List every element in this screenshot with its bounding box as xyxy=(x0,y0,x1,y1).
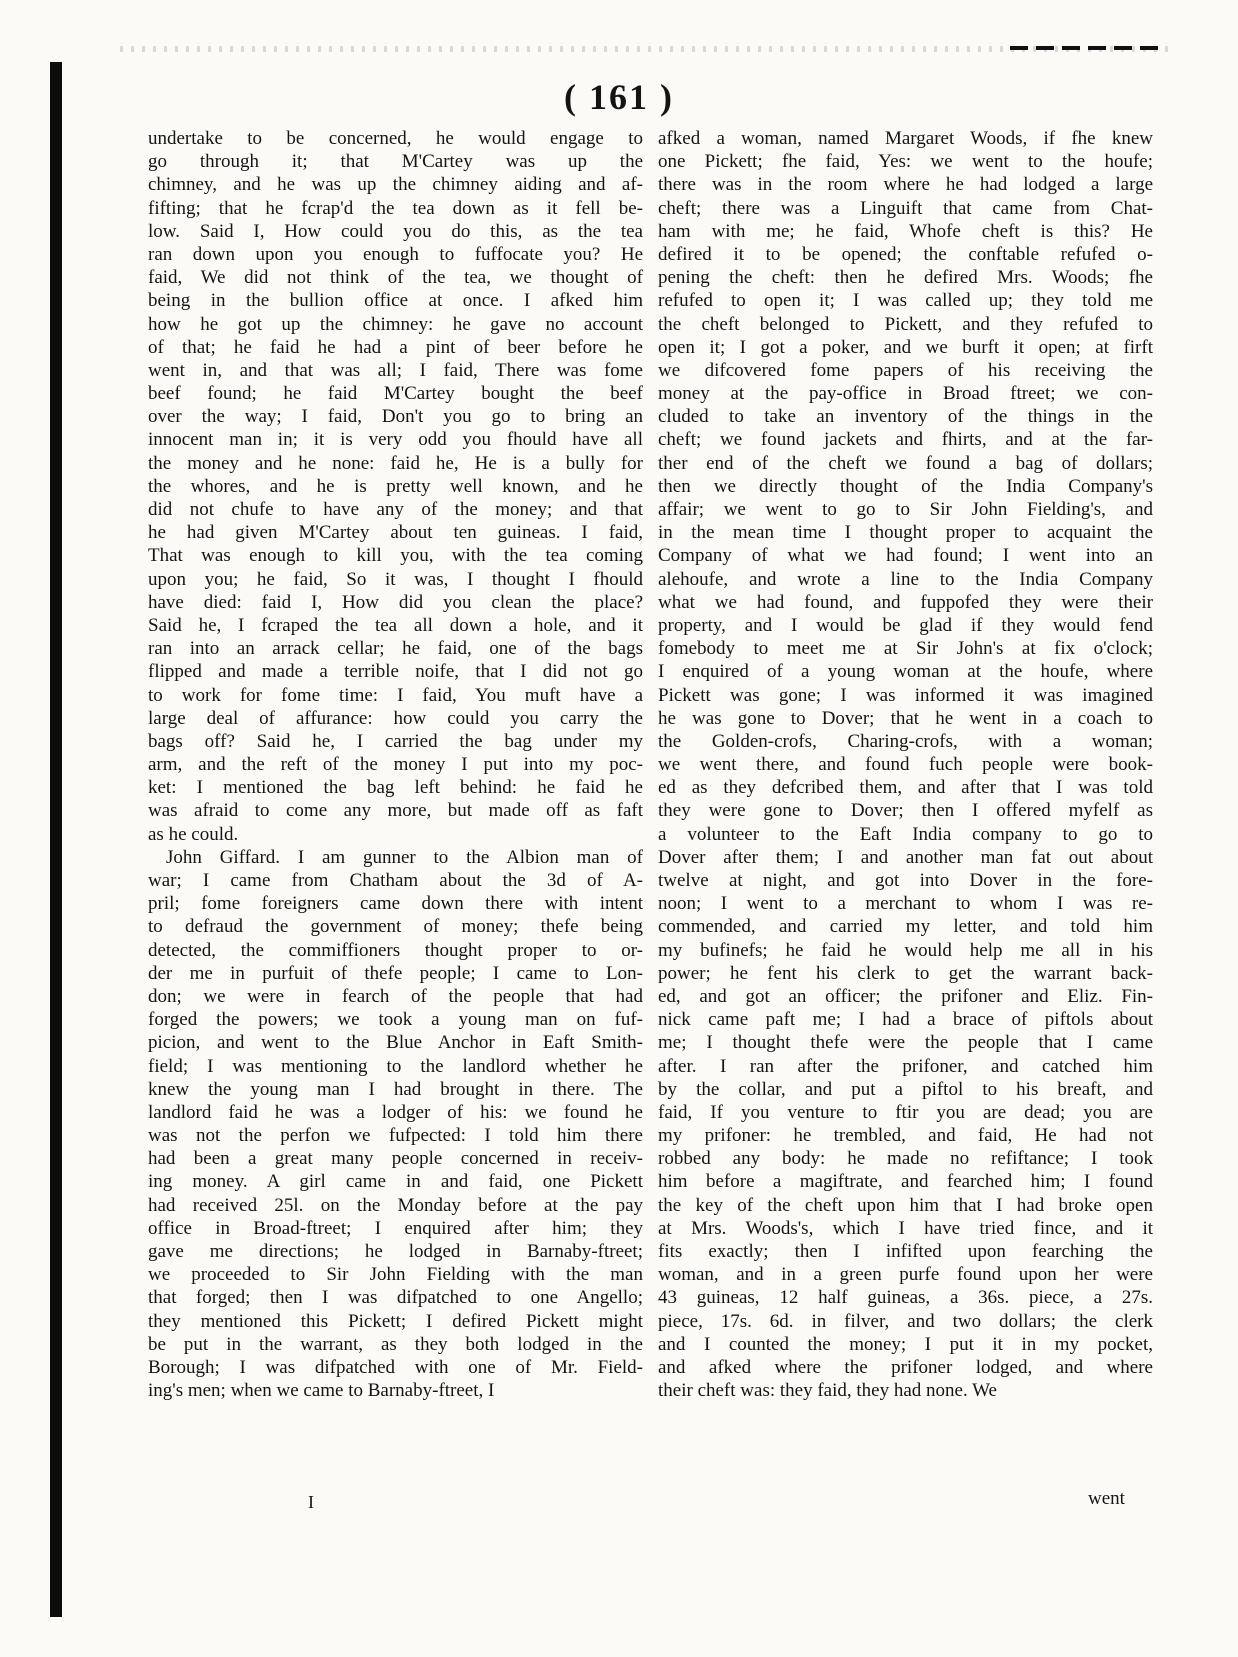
text-line: that forged; then I was difpatched to one Angello; xyxy=(148,1287,643,1309)
text-line: ed as they defcribed them, and after that I was told xyxy=(658,777,1153,799)
text-line: gave me directions; he lodged in Barnaby-ftreet; xyxy=(148,1241,643,1262)
text-line: fomebody to meet me at Sir John's at fix o'clock; xyxy=(658,638,1153,660)
text-line: arm, and the reft of the money I put into my poc- xyxy=(148,754,643,776)
text-line: woman, and in a green purfe found upon her were xyxy=(658,1264,1153,1286)
text-line: upon you; he faid, So it was, I thought I fhould xyxy=(148,568,643,590)
text-line: went in, and that was all; I faid, There was fome xyxy=(148,359,643,381)
text-line: open it; I got a poker, and we burft it open; at firft xyxy=(658,336,1153,358)
text-line: nick came paft me; I had a brace of piftols about xyxy=(658,1009,1153,1031)
text-line: pening the cheft: then he defired Mrs. Woods; fhe xyxy=(658,267,1153,289)
text-line: commended, and carried my letter, and told him xyxy=(658,916,1153,938)
text-line: afked a woman, named Margaret Woods, if fhe knew xyxy=(658,128,1153,149)
text-line: 43 guineas, 12 half guineas, a 36s. piece, a 27s. xyxy=(658,1287,1153,1309)
text-line: was afraid to come any more, but made off as faft xyxy=(148,800,643,822)
text-line: low. Said I, How could you do this, as the tea xyxy=(148,220,643,242)
text-line: affair; we went to go to Sir John Fielding's, and xyxy=(658,499,1153,520)
text-line: ran into an arrack cellar; he faid, one of the bags xyxy=(148,638,643,660)
text-line: be put in the warrant, as they both lodged in the xyxy=(148,1333,643,1355)
text-line: alehoufe, and wrote a line to the India Company xyxy=(658,568,1153,590)
text-line: Company of what we had found; I went into an xyxy=(658,545,1153,567)
text-line: defired it to be opened; the conftable refufed o- xyxy=(658,243,1153,265)
text-line: had received 25l. on the Monday before at the pay xyxy=(148,1194,643,1216)
text-line: Said he, I fcraped the tea all down a hole, and it xyxy=(148,614,643,636)
text-line: go through it; that M'Cartey was up the xyxy=(148,151,643,173)
text-line: he had given M'Cartey about ten guineas. I faid, xyxy=(148,522,643,544)
text-line: picion, and went to the Blue Anchor in Eaft Smith- xyxy=(148,1032,643,1054)
signature-mark: I xyxy=(308,1492,314,1512)
text-line: ran down upon you enough to fuffocate you? He xyxy=(148,243,643,265)
text-line: by the collar, and put a piftol to his breaft, and xyxy=(658,1078,1153,1100)
text-line: fits exactly; then I infifted upon fearching the xyxy=(658,1241,1153,1262)
text-line: my bufinefs; he faid he would help me all in his xyxy=(658,939,1153,961)
text-line: he was gone to Dover; that he went in a coach to xyxy=(658,707,1153,729)
text-line: the key of the cheft upon him that I had broke open xyxy=(658,1194,1153,1216)
text-line: cheft; there was a Linguift that came from Chat- xyxy=(658,197,1153,219)
text-line: cluded to take an inventory of the things in the xyxy=(658,406,1153,428)
text-line: money at the pay-office in Broad ftreet; we con- xyxy=(658,383,1153,405)
text-line: forged the powers; we took a young man on fuf- xyxy=(148,1009,643,1031)
text-line: faid, If you venture to ftir you are dead; you are xyxy=(658,1101,1153,1123)
text-line: cheft; we found jackets and fhirts, and at the far- xyxy=(658,429,1153,451)
text-line: ham with me; he faid, Whofe cheft is this? He xyxy=(658,220,1153,242)
text-line: don; we were in fearch of the people that had xyxy=(148,985,643,1007)
binding-edge xyxy=(50,62,62,1617)
text-line: one Pickett; fhe faid, Yes: we went to the houfe; xyxy=(658,151,1153,173)
text-line: the Golden-crofs, Charing-crofs, with a woman; xyxy=(658,730,1153,752)
text-line: was not the perfon we fufpected: I told him there xyxy=(148,1125,643,1147)
text-line: over the way; I faid, Don't you go to bring an xyxy=(148,406,643,428)
text-line: what we had found, and fuppofed they were their xyxy=(658,591,1153,613)
text-line: ed, and got an officer; the prifoner and Eliz. Fin- xyxy=(658,985,1153,1007)
text-line: have died: faid I, How did you clean the place? xyxy=(148,591,643,613)
text-line: ther end of the cheft we found a bag of dollars; xyxy=(658,452,1153,474)
text-line: chimney, and he was up the chimney aiding and af- xyxy=(148,174,643,196)
text-line: faid, We did not think of the tea, we thought of xyxy=(148,267,643,289)
text-line: piece, 17s. 6d. in filver, and two dollars; the clerk xyxy=(658,1310,1153,1332)
text-line: office in Broad-ftreet; I enquired after him; they xyxy=(148,1217,643,1239)
text-line: how he got up the chimney: he gave no account xyxy=(148,313,643,335)
catchword: went xyxy=(1088,1488,1125,1509)
text-line: undertake to be concerned, he would engage to xyxy=(148,128,643,149)
text-line: my prifoner: he trembled, and faid, He had not xyxy=(658,1125,1153,1147)
text-line: robbed any body: he made no refiftance; I took xyxy=(658,1148,1153,1170)
text-line: the money and he none: faid he, He is a bully for xyxy=(148,452,643,474)
text-line: did not chufe to have any of the money; and that xyxy=(148,499,643,520)
text-line: ing's men; when we came to Barnaby-ftreet, I xyxy=(148,1380,495,1402)
text-line: had been a great many people concerned in receiv- xyxy=(148,1148,643,1170)
text-line: Dover after them; I and another man fat out about xyxy=(658,846,1153,868)
text-line: noon; I went to a merchant to whom I was re- xyxy=(658,893,1153,915)
text-line: fifting; that he fcrap'd the tea down as it fell be- xyxy=(148,197,643,219)
text-line: bags off? Said he, I carried the bag under my xyxy=(148,730,643,752)
text-line: of that; he faid he had a pint of beer before he xyxy=(148,336,643,358)
text-line: innocent man in; it is very odd you fhould have all xyxy=(148,429,643,451)
text-line: they mentioned this Pickett; I defired Pickett might xyxy=(148,1310,643,1332)
text-line: power; he fent his clerk to get the warrant back- xyxy=(658,962,1153,984)
right-column xyxy=(658,127,1153,1402)
text-line: to defraud the government of money; thefe being xyxy=(148,916,643,938)
text-line: twelve at night, and got into Dover in the fore- xyxy=(658,870,1153,891)
text-line: after. I ran after the prifoner, and catched him xyxy=(658,1055,1153,1077)
text-line: and I counted the money; I put it in my pocket, xyxy=(658,1333,1153,1355)
text-line: flipped and made a terrible noife, that I did not go xyxy=(148,661,643,683)
text-line: being in the bullion office at once. I afked him xyxy=(148,290,643,312)
left-column xyxy=(148,127,643,1402)
text-line: we proceeded to Sir John Fielding with the man xyxy=(148,1264,643,1286)
text-line: beef found; he faid M'Cartey bought the beef xyxy=(148,383,643,405)
text-line: at Mrs. Woods's, which I have tried fince, and it xyxy=(658,1217,1153,1239)
text-line: Pickett was gone; I was informed it was imagined xyxy=(658,684,1153,706)
text-line: as he could. xyxy=(148,823,239,845)
text-line: pril; fome foreigners came down there with intent xyxy=(148,893,643,915)
text-line: in the mean time I thought proper to acquaint the xyxy=(658,522,1153,544)
text-line: large deal of affurance: how could you carry the xyxy=(148,707,643,729)
text-line: and afked where the prifoner lodged, and where xyxy=(658,1356,1153,1378)
text-line: war; I came from Chatham about the 3d of A- xyxy=(148,870,643,891)
text-line: field; I was mentioning to the landlord whether he xyxy=(148,1055,643,1077)
text-line: Borough; I was difpatched with one of Mr. Field- xyxy=(148,1356,643,1378)
text-line: refufed to open it; I was called up; they told me xyxy=(658,290,1153,312)
text-line: to work for fome time: I faid, You muft have a xyxy=(148,684,643,706)
text-line: ing money. A girl came in and faid, one Pickett xyxy=(148,1171,643,1193)
text-line: the whores, and he is pretty well known, and he xyxy=(148,475,643,497)
text-line: a volunteer to the Eaft India company to go to xyxy=(658,823,1153,845)
text-line: John Giffard. I am gunner to the Albion man of xyxy=(166,846,643,868)
page-number: ( 161 ) xyxy=(564,77,674,117)
text-line: me; I thought thefe were the people that I came xyxy=(658,1032,1153,1054)
header-rule xyxy=(1010,46,1160,50)
text-line: knew the young man I had brought in there. The xyxy=(148,1078,643,1100)
text-line: him before a magiftrate, and fearched him; I found xyxy=(658,1171,1153,1193)
text-line: der me in purfuit of thefe people; I came to Lon- xyxy=(148,962,643,984)
text-line: there was in the room where he had lodged a large xyxy=(658,174,1153,196)
text-line: their cheft was: they faid, they had none. We xyxy=(658,1380,997,1402)
text-line: the cheft belonged to Pickett, and they refufed to xyxy=(658,313,1153,335)
text-line: landlord faid he was a lodger of his: we found he xyxy=(148,1101,643,1123)
text-line: I enquired of a young woman at the houfe, where xyxy=(658,661,1153,683)
text-line: detected, the commiffioners thought proper to or- xyxy=(148,939,643,961)
text-line: they were gone to Dover; then I offered myfelf as xyxy=(658,800,1153,822)
text-line: ket: I mentioned the bag left behind: he faid he xyxy=(148,777,643,799)
text-line: we difcovered fome papers of his receiving the xyxy=(658,359,1153,381)
text-line: then we directly thought of the India Company's xyxy=(658,475,1153,497)
text-line: That was enough to kill you, with the tea coming xyxy=(148,545,643,567)
text-line: we went there, and found fuch people were book- xyxy=(658,754,1153,776)
text-line: property, and I would be glad if they would fend xyxy=(658,614,1153,636)
